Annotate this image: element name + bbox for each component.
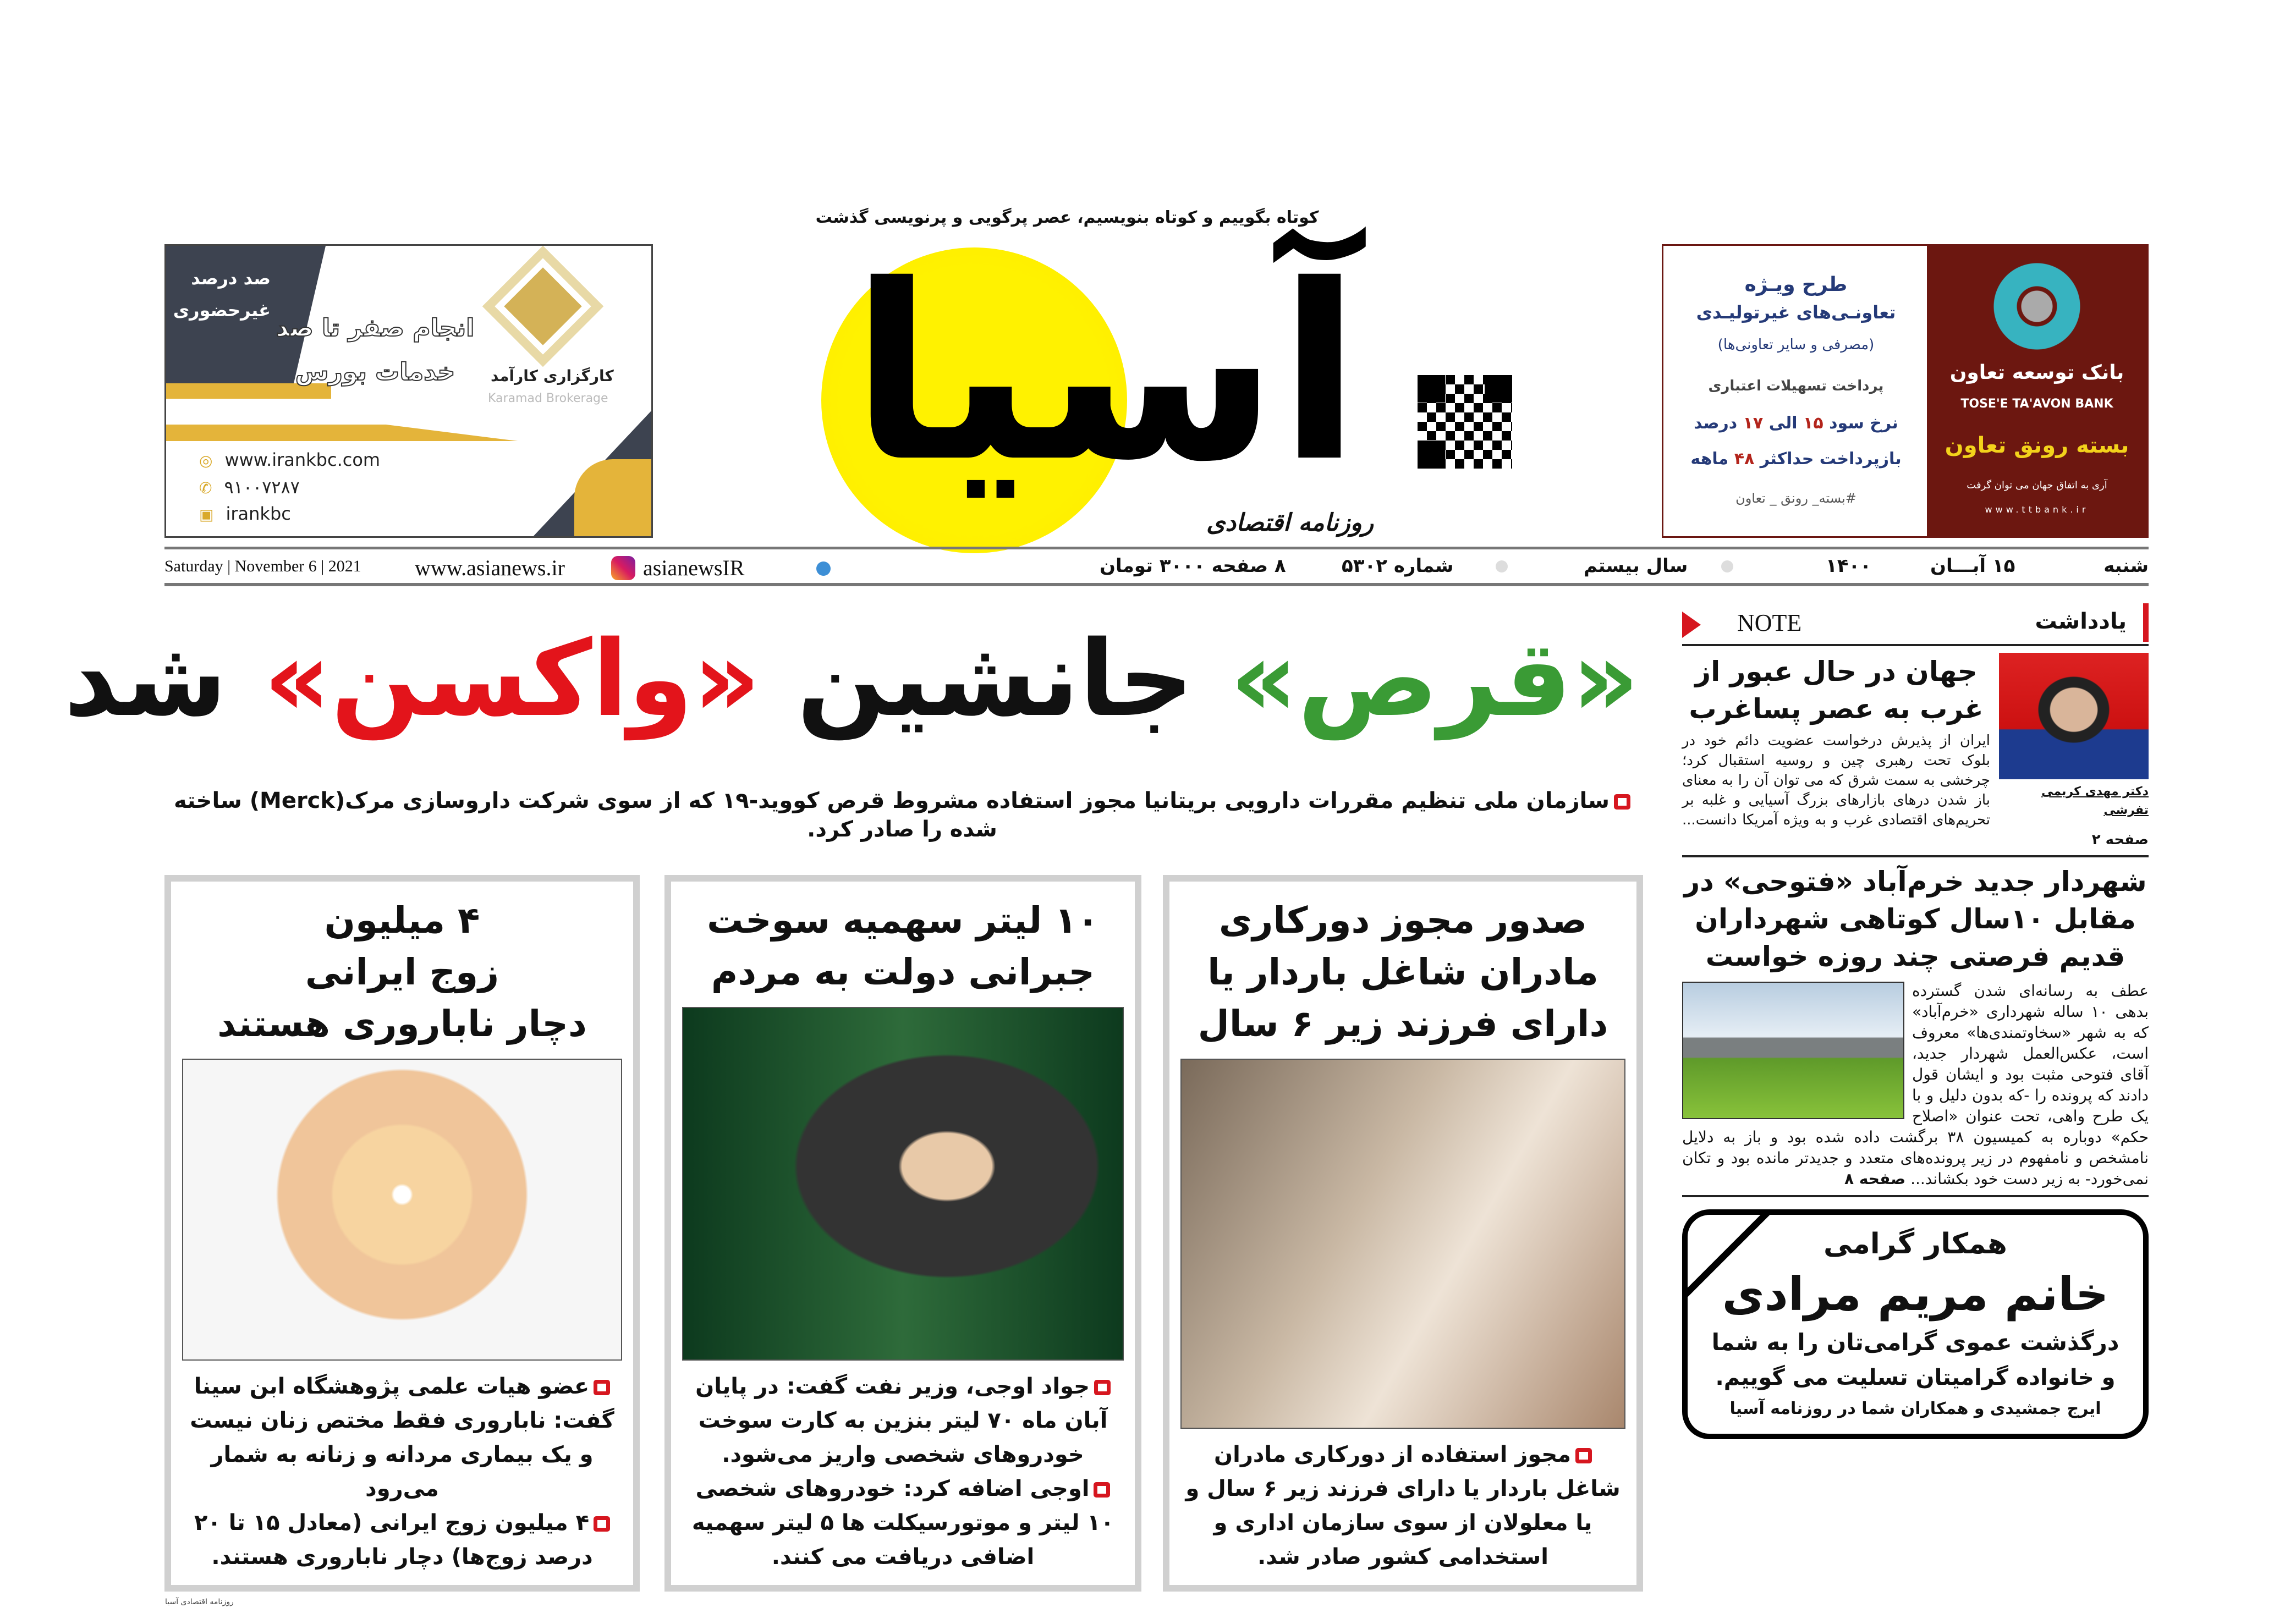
persian-year: ۱۴۰۰ xyxy=(1826,555,1872,577)
note-page-ref: صفحه ۲ xyxy=(2091,832,2149,848)
year-label: سال بیستم xyxy=(1584,555,1688,577)
tagline: کوتاه بگوییم و کوتاه بنویسیم، عصر پرگویی و پرنویسی گذشت xyxy=(815,208,1319,227)
ad-corner-text: صد درصد غیرحضوری xyxy=(173,268,271,321)
story-caption: جواد اوجی، وزیر نفت گفت: در پایان آبان ماه ۷۰ لیتر بنزین به کارت سوخت خودروهای شخصی واریز می‌شود. اوجی اضافه کرد: خودروهای شخصی ۱۰ لیتر و موتورسیکلت ها ۵ لیتر سهمیه اضافی دریافت می کنند. xyxy=(691,1374,1114,1570)
story-caption: مجوز استفاده از دورکاری مادران شاغل باردار یا دارای فرزند زیر ۶ سال و یا معلولان از سوی سازمان اداری و استخدامی کشور صادر شد. xyxy=(1185,1442,1621,1570)
bank-tagline: آری به اتفاق جهان می توان گرفت xyxy=(1967,480,2107,491)
condolence-line: و خانواده گرامیتان تسلیت می گوییم. xyxy=(1715,1365,2116,1390)
globe-icon: ◎ xyxy=(199,452,213,470)
condolence-line: همکار گرامی xyxy=(1823,1227,2007,1260)
mother-baby-laptop-photo xyxy=(1180,1059,1625,1429)
bullet-square-icon xyxy=(1094,1482,1110,1498)
diamond-logo-icon xyxy=(504,267,581,345)
instagram-icon: ▣ xyxy=(199,505,214,524)
ad-tosee-taavon-bank[interactable] xyxy=(1662,244,2149,538)
bullet-square-icon xyxy=(1094,1380,1111,1395)
ad-hashtag: #بسته_ رونق _ تعاون xyxy=(1735,491,1856,506)
bank-name: بانک توسعه تعاون xyxy=(1949,361,2124,384)
bank-url[interactable]: www.ttbank.ir xyxy=(1985,504,2089,515)
story-title: صدور مجوز دورکاری مادران شاغل باردار یا دارای فرزند زیر ۶ سال xyxy=(1198,899,1608,1045)
ad-repay: بازپرداخت حداکثر ۴۸ ماهه xyxy=(1690,449,1902,469)
story-title: ۴ میلیون زوج ایرانی دچار ناباروری هستند xyxy=(217,899,587,1045)
separator-dot xyxy=(1721,560,1733,572)
note-section-header xyxy=(1682,603,2149,646)
note-label-fa: یادداشت xyxy=(2035,609,2127,634)
ad-title: تعاونـی‌های غیرتولیـدی xyxy=(1696,302,1896,323)
headline-word: شد xyxy=(64,618,227,740)
bank-slogan: بسته رونق تعاون xyxy=(1945,433,2129,458)
bullet-square-icon xyxy=(594,1516,610,1532)
issue-number: شماره ۵۳۰۲ xyxy=(1342,555,1454,577)
note-label-en: NOTE xyxy=(1737,609,1802,636)
story-infertility[interactable] xyxy=(164,875,640,1592)
ad-subtitle: (مصرفی و سایر تعاونی‌ها) xyxy=(1717,337,1875,353)
instagram-icon xyxy=(611,556,635,580)
story-caption: عضو هیات علمی پژوهشگاه ابن سینا گفت: ناباروری فقط مختص زنان نیست و یک بیماری مردانه و زنانه به شمار می‌رود ۴ میلیون زوج ایرانی (معادل ۱۵ تا ۲۰ درصد زوج‌ها) دچار ناباروری هستند. xyxy=(190,1374,614,1570)
ad-shape xyxy=(574,459,651,536)
ad-phone: ✆ ۹۱۰۰۷۲۸۷ xyxy=(199,477,300,498)
condolence-line: درگذشت عموی گرامی‌تان را به شما xyxy=(1711,1329,2119,1356)
verified-icon xyxy=(816,561,831,576)
ad-shape xyxy=(166,425,653,441)
date-bar xyxy=(164,547,2149,586)
bank-name-en: TOSE'E TA'AVON BANK xyxy=(1960,397,2113,411)
phone-icon: ✆ xyxy=(199,479,212,497)
condolence-notice xyxy=(1682,1209,2149,1439)
oil-minister-photo xyxy=(682,1007,1124,1361)
headline-word: جانشین xyxy=(797,618,1194,740)
condolence-name: خانم مریم مرادی xyxy=(1722,1267,2109,1321)
note-author: دکتر مهدی کریمی تفرشی xyxy=(2041,785,2149,817)
ad-title: طرح ویـژه xyxy=(1744,273,1848,296)
play-arrow-icon xyxy=(1682,612,1701,638)
newspaper-subtitle: روزنامه اقتصادی xyxy=(1206,509,1374,537)
condolence-signature: ایرج جمشیدی و همکاران شما در روزنامه آسیا xyxy=(1729,1399,2101,1418)
website-link[interactable]: www.asianews.ir xyxy=(415,555,565,580)
story-remote-work[interactable] xyxy=(1163,875,1643,1592)
bank-flower-logo-icon xyxy=(1993,262,2081,350)
story-title: ۱۰ لیتر سهمیه سوخت جبرانی دولت به مردم xyxy=(707,899,1099,993)
instagram-handle[interactable]: asianewsIR xyxy=(643,555,745,580)
story-page-ref: صفحه ۸ xyxy=(1844,1170,1906,1188)
bank-brand-panel xyxy=(1927,246,2147,536)
separator-dot xyxy=(1496,560,1508,572)
note-title: جهان در حال عبور از غرب به عصر پساغرب xyxy=(1689,656,1984,725)
qr-code-icon[interactable] xyxy=(1418,375,1512,469)
headline-word-vaccine: «واکسن» xyxy=(263,618,761,740)
story-title: شهردار جدید خرم‌آباد «فتوحی» در مقابل ۱۰سال کوتاهی شهرداران قدیم فرصتی چند روزه خواست xyxy=(1684,866,2147,972)
persian-date: ۱۵ آبـــان xyxy=(1930,555,2015,577)
ad-offer xyxy=(1663,246,1929,536)
author-photo xyxy=(1999,653,2149,779)
newspaper-logo: آسیا xyxy=(850,233,1361,515)
story-text: عطف به رسانه‌ای شدن گسترده بدهی ۱۰ ساله شهرداری «خرم‌آباد» که به شهر «سخاوتمندی‌ها» معروف است، عکس‌العمل شهردار جدید، آقای فتوحی مثبت بود و ایشان قول دادند که پرونده را -که بدون دلیل و با یک طرح واهی، تحت عنوان «اصلاح حکم» دوباره به کمیسیون ۳۸ برگشت داده شده بود و باز به دلایل نامشخص و نامفهوم در زیر پرونده‌های متعدد و جدیدتر مانده بود و تکان نمی‌خورد- به زیر دست خود بکشاند... صفحه ۸ xyxy=(1682,982,2149,1188)
ad-brand-en: Karamad Brokerage xyxy=(488,392,608,405)
main-headline[interactable] xyxy=(64,608,1639,751)
author-block xyxy=(1999,653,2149,820)
note-article[interactable] xyxy=(1682,646,2149,857)
red-bar xyxy=(2143,603,2149,642)
baby-feet-hands-photo xyxy=(182,1059,622,1361)
story-fuel-quota[interactable] xyxy=(664,875,1141,1592)
date-english: Saturday | November 6 | 2021 xyxy=(164,557,361,575)
ad-main-text: انجام صفر تا صد خدمات بورس xyxy=(276,314,475,386)
weekday: شنبه xyxy=(2103,555,2149,577)
ad-brand: کارگزاری کارآمد xyxy=(491,367,614,385)
ad-line: پرداخت تسهیلات اعتباری xyxy=(1708,378,1884,394)
price: ۸ صفحه ۳۰۰۰ تومان xyxy=(1100,555,1286,577)
ad-website[interactable]: ◎ www.irankbc.com xyxy=(199,449,381,470)
story-khorramabad-mayor[interactable] xyxy=(1682,857,2149,1197)
footer-text: روزنامه اقتصادی آسیا xyxy=(165,1598,234,1606)
ad-karamad-brokerage[interactable] xyxy=(164,244,653,538)
ad-rate: نرخ سود ۱۵ الی ۱۷ درصد xyxy=(1694,414,1898,433)
right-column xyxy=(1682,603,2149,1439)
bullet-square-icon xyxy=(594,1380,610,1395)
bridge-photo xyxy=(1682,982,1904,1119)
headline-lead: سازمان ملی تنظیم مقررات دارویی بریتانیا مجوز استفاده مشروط قرص کووید-۱۹ که از سوی شرکت داروسازی مرک(Merck) ساخته شده را صادر کرد. xyxy=(165,786,1639,844)
bullet-square-icon xyxy=(1575,1448,1592,1463)
bullet-square-icon xyxy=(1614,794,1630,810)
note-text: ایران از پذیرش درخواست عضویت دائم خود در بلوک تحت رهبری چین و روسیه استقبال کرد؛ چرخشی به سمت شرق که می توان آن را به معنای باز شدن درهای بازارهای بزرگ آسیایی و غلبه بر تحریم‌های اقتصادی غرب و به ویژه آمریکا دانست... صفحه ۲ xyxy=(1682,733,2149,848)
ad-instagram: ▣ irankbc xyxy=(199,503,291,524)
headline-word-pill: «قرص» xyxy=(1230,618,1639,740)
